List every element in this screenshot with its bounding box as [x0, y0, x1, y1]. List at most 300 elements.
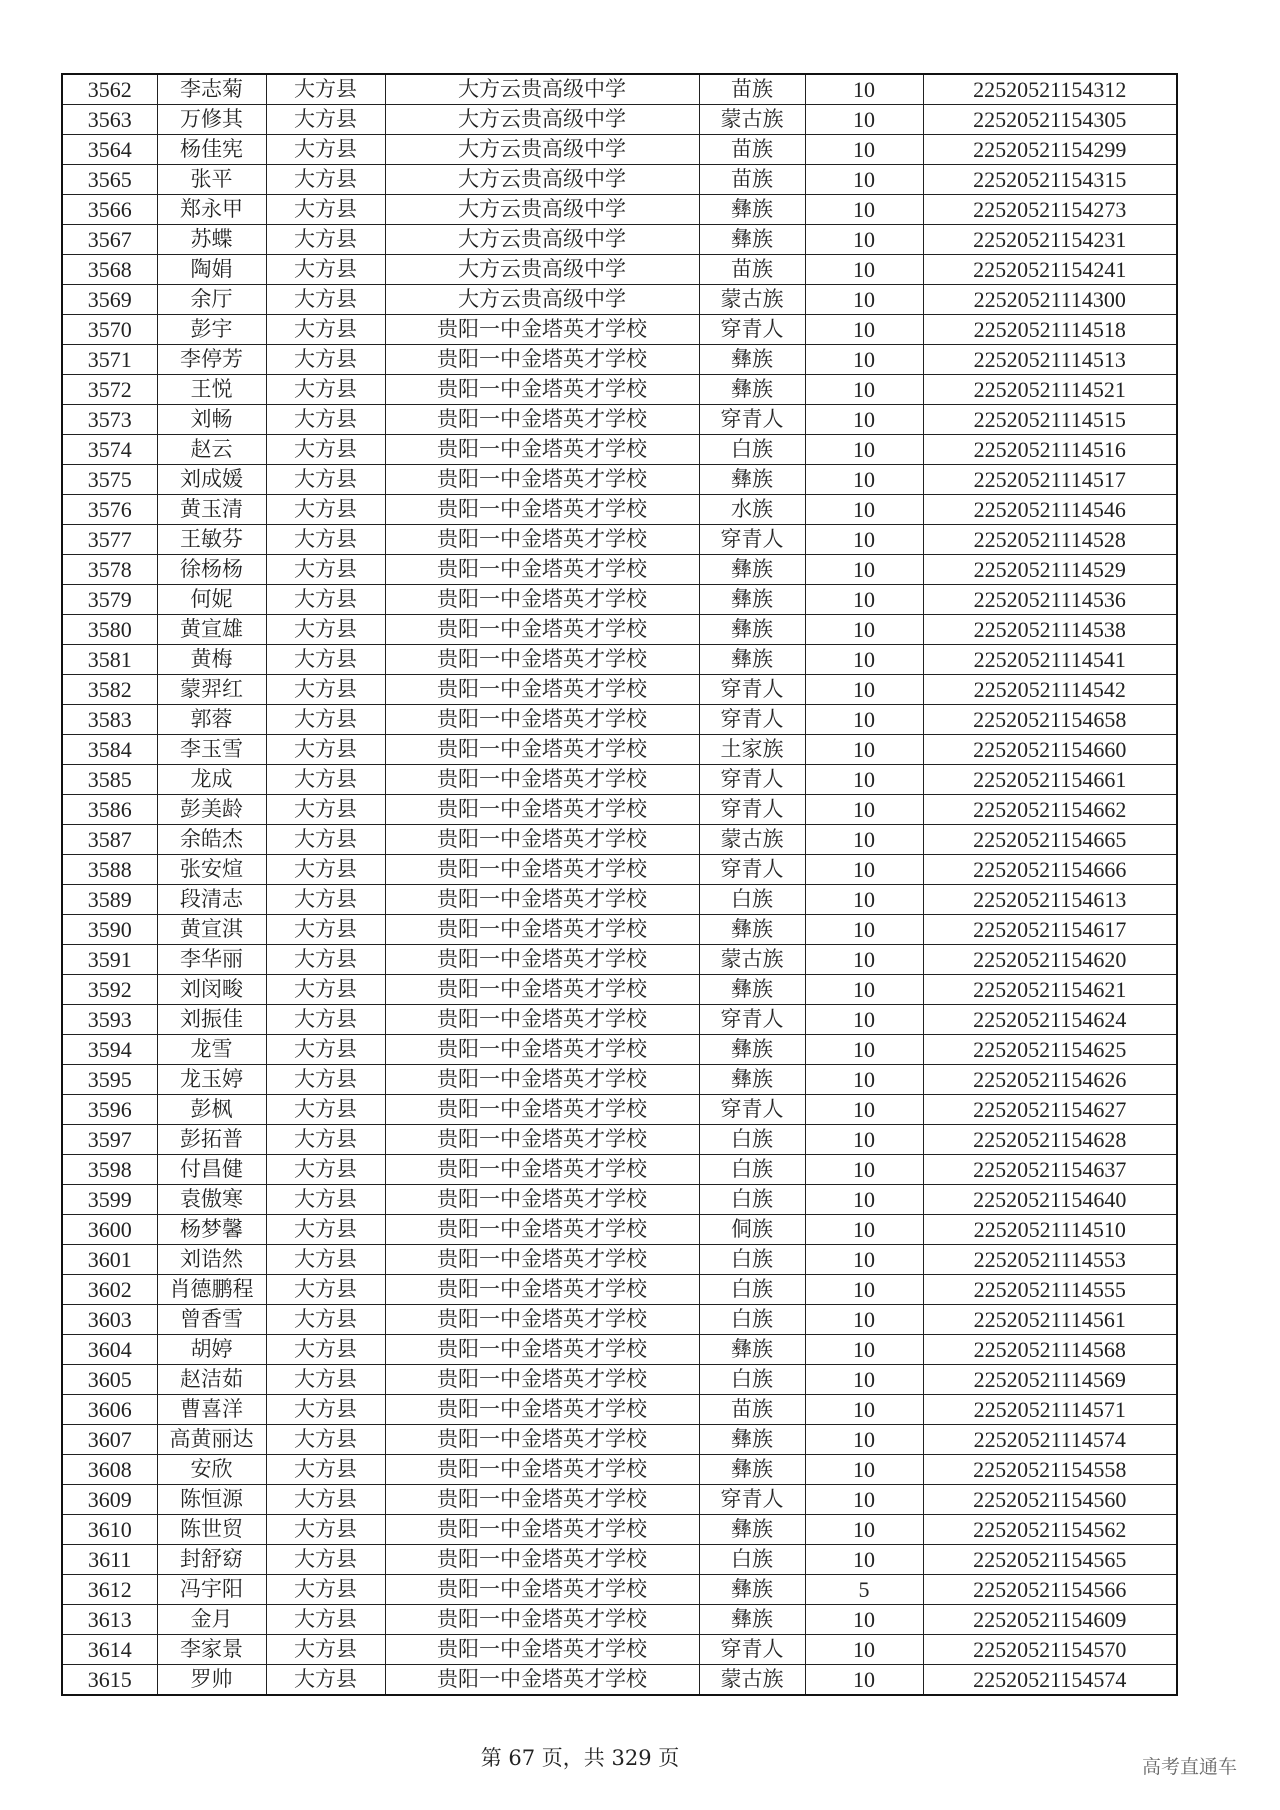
student-name-cell: 曾香雪: [157, 1305, 266, 1335]
county-cell: 大方县: [266, 795, 385, 825]
bonus-points-cell: 10: [805, 705, 923, 735]
bonus-points-cell: 10: [805, 615, 923, 645]
serial-number-cell: 3613: [62, 1605, 157, 1635]
serial-number-cell: 3599: [62, 1185, 157, 1215]
student-name-cell: 黄宣雄: [157, 615, 266, 645]
county-cell: 大方县: [266, 435, 385, 465]
ethnicity-cell: 彝族: [699, 555, 805, 585]
serial-number-cell: 3606: [62, 1395, 157, 1425]
table-row: [62, 615, 1177, 645]
bonus-points-cell: 10: [805, 645, 923, 675]
ethnicity-cell: 蒙古族: [699, 945, 805, 975]
ethnicity-cell: 彝族: [699, 1575, 805, 1605]
student-name-cell: 黄玉清: [157, 495, 266, 525]
exam-id-cell: 22520521154574: [923, 1665, 1177, 1696]
table-row: [62, 1635, 1177, 1665]
exam-id-cell: 22520521114521: [923, 375, 1177, 405]
serial-number-cell: 3567: [62, 225, 157, 255]
table-row: [62, 405, 1177, 435]
exam-id-cell: 22520521154665: [923, 825, 1177, 855]
school-cell: 贵阳一中金塔英才学校: [385, 405, 699, 435]
serial-number-cell: 3583: [62, 705, 157, 735]
school-cell: 贵阳一中金塔英才学校: [385, 345, 699, 375]
table-row: [62, 225, 1177, 255]
ethnicity-cell: 穿青人: [699, 1635, 805, 1665]
serial-number-cell: 3587: [62, 825, 157, 855]
county-cell: 大方县: [266, 74, 385, 105]
table-row: [62, 105, 1177, 135]
serial-number-cell: 3568: [62, 255, 157, 285]
bonus-points-cell: 10: [805, 1275, 923, 1305]
bonus-points-cell: 10: [805, 195, 923, 225]
bonus-points-cell: 10: [805, 675, 923, 705]
table-row: [62, 135, 1177, 165]
ethnicity-cell: 彝族: [699, 1455, 805, 1485]
school-cell: 贵阳一中金塔英才学校: [385, 1215, 699, 1245]
ethnicity-cell: 白族: [699, 1545, 805, 1575]
school-cell: 贵阳一中金塔英才学校: [385, 495, 699, 525]
student-name-cell: 郭蓉: [157, 705, 266, 735]
bonus-points-cell: 10: [805, 255, 923, 285]
serial-number-cell: 3585: [62, 765, 157, 795]
exam-id-cell: 22520521114568: [923, 1335, 1177, 1365]
student-name-cell: 张安煊: [157, 855, 266, 885]
student-name-cell: 王敏芬: [157, 525, 266, 555]
serial-number-cell: 3597: [62, 1125, 157, 1155]
serial-number-cell: 3596: [62, 1095, 157, 1125]
student-name-cell: 刘振佳: [157, 1005, 266, 1035]
bonus-points-cell: 10: [805, 1155, 923, 1185]
ethnicity-cell: 彝族: [699, 1035, 805, 1065]
student-name-cell: 龙玉婷: [157, 1065, 266, 1095]
student-name-cell: 苏蝶: [157, 225, 266, 255]
exam-id-cell: 22520521154660: [923, 735, 1177, 765]
county-cell: 大方县: [266, 1305, 385, 1335]
ethnicity-cell: 彝族: [699, 1425, 805, 1455]
school-cell: 贵阳一中金塔英才学校: [385, 1275, 699, 1305]
exam-id-cell: 22520521154624: [923, 1005, 1177, 1035]
bonus-points-cell: 10: [805, 1335, 923, 1365]
serial-number-cell: 3607: [62, 1425, 157, 1455]
school-cell: 贵阳一中金塔英才学校: [385, 1605, 699, 1635]
student-name-cell: 彭美龄: [157, 795, 266, 825]
ethnicity-cell: 彝族: [699, 1515, 805, 1545]
table-row: [62, 1425, 1177, 1455]
ethnicity-cell: 彝族: [699, 585, 805, 615]
student-name-cell: 杨佳宪: [157, 135, 266, 165]
ethnicity-cell: 蒙古族: [699, 285, 805, 315]
bonus-points-cell: 10: [805, 855, 923, 885]
school-cell: 贵阳一中金塔英才学校: [385, 1155, 699, 1185]
county-cell: 大方县: [266, 495, 385, 525]
exam-id-cell: 22520521154617: [923, 915, 1177, 945]
ethnicity-cell: 穿青人: [699, 1005, 805, 1035]
table-row: [62, 1095, 1177, 1125]
exam-id-cell: 22520521114561: [923, 1305, 1177, 1335]
county-cell: 大方县: [266, 585, 385, 615]
county-cell: 大方县: [266, 1515, 385, 1545]
serial-number-cell: 3614: [62, 1635, 157, 1665]
table-row: [62, 705, 1177, 735]
table-row: [62, 1305, 1177, 1335]
school-cell: 大方云贵高级中学: [385, 195, 699, 225]
serial-number-cell: 3595: [62, 1065, 157, 1095]
ethnicity-cell: 蒙古族: [699, 105, 805, 135]
exam-id-cell: 22520521114510: [923, 1215, 1177, 1245]
student-name-cell: 王悦: [157, 375, 266, 405]
county-cell: 大方县: [266, 1485, 385, 1515]
serial-number-cell: 3604: [62, 1335, 157, 1365]
table-row: [62, 645, 1177, 675]
bonus-points-cell: 10: [805, 1245, 923, 1275]
bonus-points-cell: 10: [805, 1305, 923, 1335]
exam-id-cell: 22520521154231: [923, 225, 1177, 255]
county-cell: 大方县: [266, 555, 385, 585]
bonus-points-cell: 10: [805, 1125, 923, 1155]
exam-id-cell: 22520521154666: [923, 855, 1177, 885]
county-cell: 大方县: [266, 975, 385, 1005]
table-row: [62, 855, 1177, 885]
serial-number-cell: 3571: [62, 345, 157, 375]
ethnicity-cell: 白族: [699, 885, 805, 915]
ethnicity-cell: 蒙古族: [699, 1665, 805, 1696]
school-cell: 贵阳一中金塔英才学校: [385, 375, 699, 405]
table-row: [62, 1395, 1177, 1425]
exam-id-cell: 22520521154627: [923, 1095, 1177, 1125]
table-row: [62, 495, 1177, 525]
school-cell: 贵阳一中金塔英才学校: [385, 645, 699, 675]
exam-id-cell: 22520521154626: [923, 1065, 1177, 1095]
county-cell: 大方县: [266, 315, 385, 345]
county-cell: 大方县: [266, 1125, 385, 1155]
exam-id-cell: 22520521154560: [923, 1485, 1177, 1515]
school-cell: 贵阳一中金塔英才学校: [385, 465, 699, 495]
school-cell: 大方云贵高级中学: [385, 255, 699, 285]
county-cell: 大方县: [266, 1635, 385, 1665]
exam-id-cell: 22520521114553: [923, 1245, 1177, 1275]
bonus-points-cell: 10: [805, 405, 923, 435]
county-cell: 大方县: [266, 765, 385, 795]
school-cell: 贵阳一中金塔英才学校: [385, 1425, 699, 1455]
table-row: [62, 375, 1177, 405]
serial-number-cell: 3605: [62, 1365, 157, 1395]
bonus-points-cell: 10: [805, 1455, 923, 1485]
student-name-cell: 金月: [157, 1605, 266, 1635]
table-row: [62, 675, 1177, 705]
county-cell: 大方县: [266, 1545, 385, 1575]
county-cell: 大方县: [266, 945, 385, 975]
ethnicity-cell: 侗族: [699, 1215, 805, 1245]
school-cell: 大方云贵高级中学: [385, 225, 699, 255]
serial-number-cell: 3574: [62, 435, 157, 465]
county-cell: 大方县: [266, 1035, 385, 1065]
school-cell: 贵阳一中金塔英才学校: [385, 735, 699, 765]
table-row: [62, 945, 1177, 975]
bonus-points-cell: 10: [805, 375, 923, 405]
table-row: [62, 1365, 1177, 1395]
bonus-points-cell: 10: [805, 735, 923, 765]
bonus-points-cell: 10: [805, 525, 923, 555]
student-name-cell: 黄梅: [157, 645, 266, 675]
school-cell: 大方云贵高级中学: [385, 74, 699, 105]
serial-number-cell: 3563: [62, 105, 157, 135]
bonus-points-cell: 10: [805, 1545, 923, 1575]
county-cell: 大方县: [266, 465, 385, 495]
bonus-points-cell: 10: [805, 1215, 923, 1245]
table-row: [62, 315, 1177, 345]
exam-id-cell: 22520521154621: [923, 975, 1177, 1005]
school-cell: 贵阳一中金塔英才学校: [385, 525, 699, 555]
serial-number-cell: 3588: [62, 855, 157, 885]
bonus-points-cell: 10: [805, 765, 923, 795]
exam-id-cell: 22520521154625: [923, 1035, 1177, 1065]
county-cell: 大方县: [266, 135, 385, 165]
student-name-cell: 陶娟: [157, 255, 266, 285]
county-cell: 大方县: [266, 645, 385, 675]
exam-id-cell: 22520521114546: [923, 495, 1177, 525]
county-cell: 大方县: [266, 1665, 385, 1696]
county-cell: 大方县: [266, 1005, 385, 1035]
county-cell: 大方县: [266, 1065, 385, 1095]
ethnicity-cell: 苗族: [699, 135, 805, 165]
table-row: [62, 255, 1177, 285]
county-cell: 大方县: [266, 1575, 385, 1605]
ethnicity-cell: 彝族: [699, 375, 805, 405]
ethnicity-cell: 彝族: [699, 195, 805, 225]
table-row: [62, 1185, 1177, 1215]
table-row: [62, 465, 1177, 495]
table-row: [62, 765, 1177, 795]
county-cell: 大方县: [266, 825, 385, 855]
bonus-points-cell: 10: [805, 1395, 923, 1425]
school-cell: 贵阳一中金塔英才学校: [385, 975, 699, 1005]
county-cell: 大方县: [266, 105, 385, 135]
ethnicity-cell: 彝族: [699, 1605, 805, 1635]
bonus-points-cell: 10: [805, 285, 923, 315]
student-name-cell: 蒙羿红: [157, 675, 266, 705]
serial-number-cell: 3601: [62, 1245, 157, 1275]
county-cell: 大方县: [266, 165, 385, 195]
county-cell: 大方县: [266, 735, 385, 765]
bonus-points-cell: 10: [805, 825, 923, 855]
bonus-points-cell: 10: [805, 1605, 923, 1635]
ethnicity-cell: 穿青人: [699, 765, 805, 795]
student-name-cell: 张平: [157, 165, 266, 195]
exam-id-cell: 22520521114300: [923, 285, 1177, 315]
student-name-cell: 李华丽: [157, 945, 266, 975]
student-name-cell: 刘畅: [157, 405, 266, 435]
school-cell: 贵阳一中金塔英才学校: [385, 1635, 699, 1665]
bonus-points-cell: 10: [805, 1665, 923, 1696]
table-row: [62, 1455, 1177, 1485]
exam-id-cell: 22520521154566: [923, 1575, 1177, 1605]
county-cell: 大方县: [266, 375, 385, 405]
serial-number-cell: 3582: [62, 675, 157, 705]
serial-number-cell: 3609: [62, 1485, 157, 1515]
table-row: [62, 1605, 1177, 1635]
exam-id-cell: 22520521154658: [923, 705, 1177, 735]
ethnicity-cell: 彝族: [699, 1335, 805, 1365]
bonus-points-cell: 10: [805, 1095, 923, 1125]
ethnicity-cell: 苗族: [699, 255, 805, 285]
table-row: [62, 885, 1177, 915]
exam-id-cell: 22520521154613: [923, 885, 1177, 915]
serial-number-cell: 3572: [62, 375, 157, 405]
bonus-points-cell: 10: [805, 585, 923, 615]
school-cell: 贵阳一中金塔英才学校: [385, 555, 699, 585]
table-row: [62, 1005, 1177, 1035]
county-cell: 大方县: [266, 1395, 385, 1425]
school-cell: 贵阳一中金塔英才学校: [385, 1455, 699, 1485]
bonus-points-cell: 10: [805, 225, 923, 255]
school-cell: 贵阳一中金塔英才学校: [385, 1005, 699, 1035]
bonus-points-cell: 10: [805, 975, 923, 1005]
county-cell: 大方县: [266, 915, 385, 945]
school-cell: 贵阳一中金塔英才学校: [385, 855, 699, 885]
school-cell: 贵阳一中金塔英才学校: [385, 1185, 699, 1215]
ethnicity-cell: 白族: [699, 1275, 805, 1305]
school-cell: 大方云贵高级中学: [385, 285, 699, 315]
exam-id-cell: 22520521154565: [923, 1545, 1177, 1575]
ethnicity-cell: 穿青人: [699, 855, 805, 885]
serial-number-cell: 3569: [62, 285, 157, 315]
serial-number-cell: 3577: [62, 525, 157, 555]
student-name-cell: 刘诰然: [157, 1245, 266, 1275]
student-name-cell: 赵云: [157, 435, 266, 465]
county-cell: 大方县: [266, 1335, 385, 1365]
school-cell: 贵阳一中金塔英才学校: [385, 1035, 699, 1065]
student-name-cell: 陈恒源: [157, 1485, 266, 1515]
table-row: [62, 1065, 1177, 1095]
serial-number-cell: 3581: [62, 645, 157, 675]
exam-id-cell: 22520521114538: [923, 615, 1177, 645]
school-cell: 贵阳一中金塔英才学校: [385, 1095, 699, 1125]
exam-id-cell: 22520521154241: [923, 255, 1177, 285]
school-cell: 贵阳一中金塔英才学校: [385, 705, 699, 735]
serial-number-cell: 3589: [62, 885, 157, 915]
bonus-points-cell: 10: [805, 1035, 923, 1065]
student-name-cell: 何妮: [157, 585, 266, 615]
student-name-cell: 黄宣淇: [157, 915, 266, 945]
student-name-cell: 龙成: [157, 765, 266, 795]
county-cell: 大方县: [266, 405, 385, 435]
ethnicity-cell: 水族: [699, 495, 805, 525]
ethnicity-cell: 白族: [699, 1305, 805, 1335]
ethnicity-cell: 彝族: [699, 645, 805, 675]
serial-number-cell: 3580: [62, 615, 157, 645]
table-row: [62, 735, 1177, 765]
bonus-points-cell: 10: [805, 1485, 923, 1515]
student-name-cell: 李玉雪: [157, 735, 266, 765]
table-row: [62, 1125, 1177, 1155]
exam-id-cell: 22520521154312: [923, 74, 1177, 105]
school-cell: 大方云贵高级中学: [385, 105, 699, 135]
ethnicity-cell: 白族: [699, 1245, 805, 1275]
exam-id-cell: 22520521114541: [923, 645, 1177, 675]
exam-id-cell: 22520521154661: [923, 765, 1177, 795]
ethnicity-cell: 土家族: [699, 735, 805, 765]
bonus-points-cell: 10: [805, 795, 923, 825]
bonus-points-cell: 10: [805, 495, 923, 525]
school-cell: 贵阳一中金塔英才学校: [385, 1125, 699, 1155]
bonus-points-cell: 10: [805, 945, 923, 975]
exam-id-cell: 22520521154562: [923, 1515, 1177, 1545]
exam-id-cell: 22520521154662: [923, 795, 1177, 825]
serial-number-cell: 3593: [62, 1005, 157, 1035]
exam-id-cell: 22520521154628: [923, 1125, 1177, 1155]
table-row: [62, 585, 1177, 615]
student-name-cell: 彭宇: [157, 315, 266, 345]
student-name-cell: 曹喜洋: [157, 1395, 266, 1425]
exam-id-cell: 22520521154637: [923, 1155, 1177, 1185]
table-row: [62, 1665, 1177, 1696]
bonus-points-cell: 10: [805, 1515, 923, 1545]
county-cell: 大方县: [266, 345, 385, 375]
ethnicity-cell: 穿青人: [699, 315, 805, 345]
school-cell: 贵阳一中金塔英才学校: [385, 615, 699, 645]
student-name-cell: 袁傲寒: [157, 1185, 266, 1215]
table-row: [62, 1575, 1177, 1605]
school-cell: 贵阳一中金塔英才学校: [385, 1365, 699, 1395]
county-cell: 大方县: [266, 1455, 385, 1485]
table-row: [62, 345, 1177, 375]
bonus-points-cell: 10: [805, 315, 923, 345]
student-name-cell: 李停芳: [157, 345, 266, 375]
county-cell: 大方县: [266, 1425, 385, 1455]
table-row: [62, 825, 1177, 855]
student-name-cell: 万修其: [157, 105, 266, 135]
table-row: [62, 555, 1177, 585]
serial-number-cell: 3575: [62, 465, 157, 495]
exam-id-cell: 22520521114536: [923, 585, 1177, 615]
school-cell: 大方云贵高级中学: [385, 165, 699, 195]
exam-id-cell: 22520521154620: [923, 945, 1177, 975]
exam-id-cell: 22520521114574: [923, 1425, 1177, 1455]
student-name-cell: 罗帅: [157, 1665, 266, 1696]
ethnicity-cell: 彝族: [699, 225, 805, 255]
school-cell: 贵阳一中金塔英才学校: [385, 795, 699, 825]
school-cell: 贵阳一中金塔英才学校: [385, 315, 699, 345]
student-name-cell: 余厅: [157, 285, 266, 315]
bonus-points-cell: 10: [805, 135, 923, 165]
student-name-cell: 冯宇阳: [157, 1575, 266, 1605]
table-row: [62, 975, 1177, 1005]
student-name-cell: 陈世贸: [157, 1515, 266, 1545]
county-cell: 大方县: [266, 195, 385, 225]
county-cell: 大方县: [266, 255, 385, 285]
table-row: [62, 1275, 1177, 1305]
student-name-cell: 刘闵畯: [157, 975, 266, 1005]
serial-number-cell: 3608: [62, 1455, 157, 1485]
serial-number-cell: 3573: [62, 405, 157, 435]
table-row: [62, 1335, 1177, 1365]
school-cell: 贵阳一中金塔英才学校: [385, 915, 699, 945]
bonus-points-cell: 10: [805, 345, 923, 375]
student-name-cell: 刘成媛: [157, 465, 266, 495]
ethnicity-cell: 穿青人: [699, 1485, 805, 1515]
bonus-points-cell: 10: [805, 465, 923, 495]
county-cell: 大方县: [266, 285, 385, 315]
school-cell: 贵阳一中金塔英才学校: [385, 825, 699, 855]
exam-id-cell: 22520521114516: [923, 435, 1177, 465]
student-name-cell: 赵洁茹: [157, 1365, 266, 1395]
ethnicity-cell: 彝族: [699, 975, 805, 1005]
school-cell: 贵阳一中金塔英才学校: [385, 435, 699, 465]
table-row: [62, 1215, 1177, 1245]
bonus-points-cell: 10: [805, 555, 923, 585]
ethnicity-cell: 穿青人: [699, 675, 805, 705]
ethnicity-cell: 苗族: [699, 1395, 805, 1425]
